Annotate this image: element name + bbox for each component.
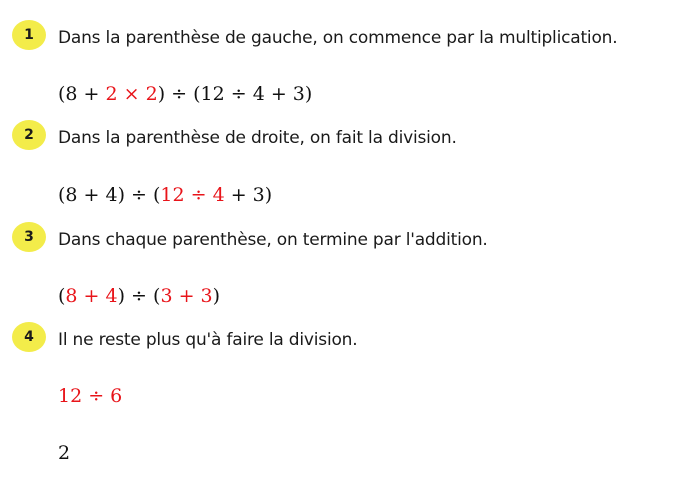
step-instruction: Dans la parenthèse de gauche, on commence par la multiplication. [58, 28, 618, 48]
expr-part: + 3) [224, 184, 273, 206]
step-expression [58, 285, 220, 307]
expr-part: (8 + 4) ÷ ( [58, 184, 161, 206]
step-expression [58, 83, 312, 105]
expr-part-highlighted: 2 × 2 [105, 83, 158, 105]
step-instruction: Il ne reste plus qu'à faire la division. [58, 330, 358, 350]
final-result: 2 [58, 442, 71, 464]
expr-part: ) [212, 285, 221, 307]
expr-part: (8 + [58, 83, 106, 105]
expr-part-highlighted: 3 + 3 [160, 285, 213, 307]
step-number-badge: 1 [12, 20, 46, 50]
step-number-badge: 2 [12, 120, 46, 150]
step-expression [58, 184, 272, 206]
expr-part-highlighted: 8 + 4 [65, 285, 118, 307]
expr-part-highlighted: 12 ÷ 6 [58, 385, 123, 407]
step-number-badge: 3 [12, 222, 46, 252]
step-expression [58, 385, 122, 407]
expr-part: ( [58, 285, 66, 307]
step-instruction: Dans chaque parenthèse, on termine par l'addition. [58, 230, 488, 250]
expr-part-highlighted: 12 ÷ 4 [160, 184, 225, 206]
expr-part: ) ÷ ( [117, 285, 161, 307]
step-number-badge: 4 [12, 322, 46, 352]
step-instruction: Dans la parenthèse de droite, on fait la division. [58, 128, 457, 148]
expr-part: ) ÷ (12 ÷ 4 + 3) [157, 83, 313, 105]
